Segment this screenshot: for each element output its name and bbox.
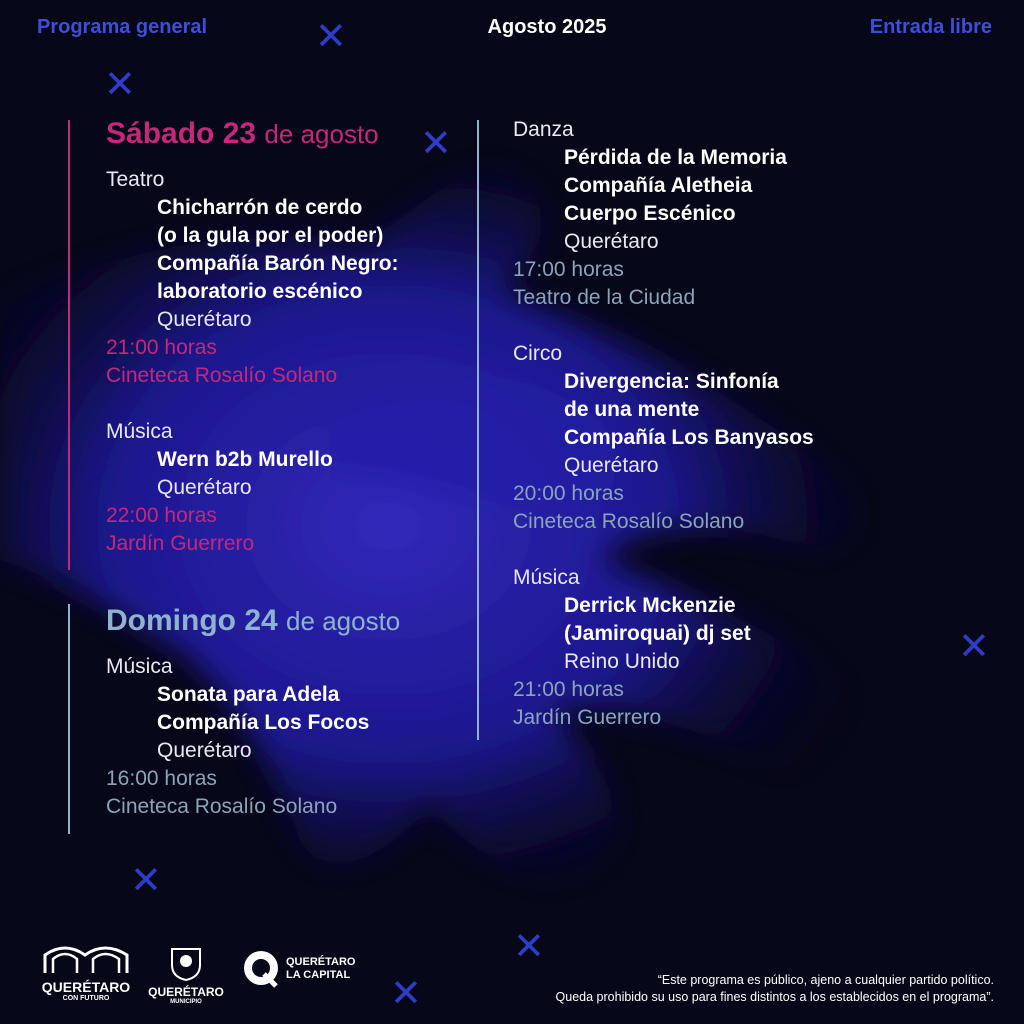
legal-disclaimer (556, 972, 994, 1006)
event-title-line: Pérdida de la Memoria (564, 146, 787, 169)
logo2-main-text: QUERÉTARO (148, 985, 224, 999)
queretaro-municipio-logo (148, 945, 224, 1007)
event-title-line: de una mente (564, 398, 700, 421)
municipal-seal-icon (168, 945, 204, 981)
saturday-section (106, 116, 476, 586)
sunday-day-number: 24 (244, 604, 278, 637)
event-danza (513, 116, 913, 312)
event-title-line: Compañía Los Focos (157, 711, 370, 734)
event-title-line: Cuerpo Escénico (564, 202, 736, 225)
disclaimer-line-2: Queda prohibido su uso para fines distintos a los establecidos en el programa”. (555, 990, 994, 1004)
event-origin: Querétaro (564, 454, 659, 477)
event-time: 16:00 horas (106, 767, 217, 790)
event-origin: Querétaro (564, 230, 659, 253)
logo1-sub-text: CON FUTURO (62, 995, 110, 1002)
x-decoration-icon: ✕ (420, 123, 452, 165)
program-label: Programa general (37, 16, 208, 38)
sunday-divider (68, 604, 70, 834)
event-title-line: Divergencia: Sinfonía (564, 370, 779, 393)
event-musica-saturday (106, 418, 476, 558)
saturday-day-number: 23 (222, 117, 257, 150)
event-origin: Querétaro (157, 308, 252, 331)
event-venue: Cineteca Rosalío Solano (106, 795, 338, 818)
x-decoration-icon: ✕ (513, 926, 545, 968)
event-category: Música (513, 566, 580, 589)
event-origin: Reino Unido (564, 650, 680, 673)
saturday-heading (106, 116, 476, 152)
event-category: Música (106, 420, 173, 443)
x-decoration-icon: ✕ (390, 973, 422, 1015)
saturday-weekday: Sábado (106, 117, 215, 150)
saturday-divider (68, 120, 70, 570)
logo3-line1: QUERÉTARO (286, 956, 356, 968)
x-decoration-icon: ✕ (104, 64, 136, 106)
sunday-weekday: Domingo (106, 604, 236, 637)
event-title-line: (o la gula por el poder) (157, 224, 384, 247)
sunday-heading (106, 603, 476, 639)
event-musica-dj (513, 564, 913, 732)
logo2-sub-text: MUNICIPIO (170, 999, 202, 1005)
event-title-line: Derrick Mckenzie (564, 594, 736, 617)
event-time: 17:00 horas (513, 258, 624, 281)
event-venue: Jardín Guerrero (513, 706, 662, 729)
event-time: 21:00 horas (513, 678, 624, 701)
event-time: 22:00 horas (106, 504, 217, 527)
event-time: 20:00 horas (513, 482, 624, 505)
x-decoration-icon: ✕ (958, 626, 990, 668)
event-category: Teatro (106, 168, 165, 191)
queretaro-con-futuro-logo (40, 945, 132, 1004)
logo3-line2: LA CAPITAL (286, 969, 351, 981)
event-venue: Cineteca Rosalío Solano (513, 510, 745, 533)
x-decoration-icon: ✕ (315, 16, 347, 58)
event-title-line: laboratorio escénico (157, 280, 363, 303)
sunday-section (106, 603, 476, 849)
event-venue: Teatro de la Ciudad (513, 286, 696, 309)
x-decoration-icon: ✕ (130, 860, 162, 902)
event-category: Circo (513, 342, 563, 365)
event-title-line: Sonata para Adela (157, 683, 340, 706)
event-title-line: Compañía Aletheia (564, 174, 753, 197)
event-venue: Jardín Guerrero (106, 532, 255, 555)
event-title-line: (Jamiroquai) dj set (564, 622, 751, 645)
month-title: Agosto 2025 (487, 16, 607, 38)
event-time: 21:00 horas (106, 336, 217, 359)
q-letter-icon (240, 948, 282, 990)
event-circo (513, 340, 913, 536)
event-title-line: Chicharrón de cerdo (157, 196, 363, 219)
event-title-line: Compañía Los Banyasos (564, 426, 814, 449)
event-venue: Cineteca Rosalío Solano (106, 364, 338, 387)
free-entry-label: Entrada libre (869, 16, 992, 38)
disclaimer-line-1: “Este programa es público, ajeno a cualquier partido político. (657, 973, 994, 987)
event-category: Música (106, 655, 173, 678)
right-column-divider (477, 120, 479, 740)
event-title-line: Wern b2b Murello (157, 448, 333, 471)
event-origin: Querétaro (157, 739, 252, 762)
arches-icon (43, 945, 129, 975)
sunday-month: de agosto (286, 606, 401, 636)
saturday-month: de agosto (264, 119, 379, 149)
event-category: Danza (513, 118, 574, 141)
event-teatro (106, 166, 476, 390)
event-musica-sunday (106, 653, 476, 821)
event-title-line: Compañía Barón Negro: (157, 252, 399, 275)
event-origin: Querétaro (157, 476, 252, 499)
right-column-events (513, 116, 913, 760)
logo1-main-text: QUERÉTARO (41, 979, 131, 995)
